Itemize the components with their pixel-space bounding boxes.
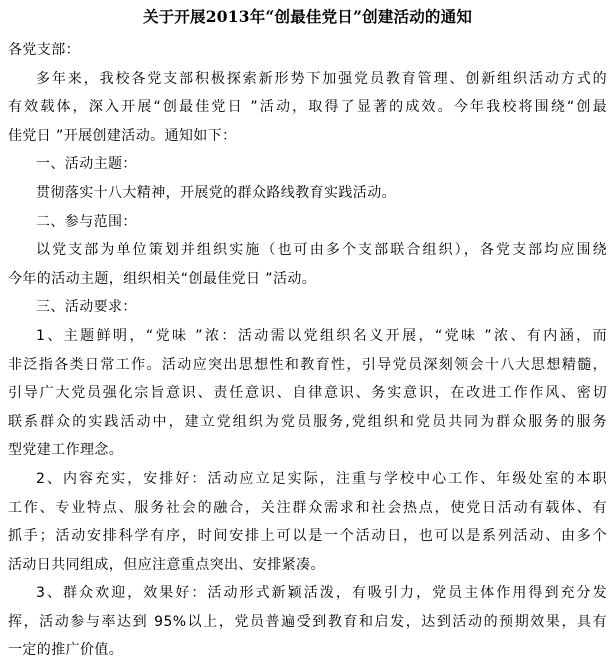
salutation: 各党支部： — [8, 42, 80, 58]
paragraph-line: 今年的活动主题，组织相关“创最佳党日 ”活动。 — [8, 270, 317, 287]
section-heading-scope: 二、参与范围： — [36, 213, 137, 230]
paragraph-line: 2、内容充实，安排好：活动应立足实际，注重与学校中心工作、年级处室的本职 — [36, 470, 607, 487]
paragraph-line: 1、主题鲜明，“党味 ”浓：活动需以党组织名义开展，“党味 ”浓、有内涵，而 — [36, 327, 607, 344]
paragraph-line: 工作、专业特点、服务社会的融合，关注群众需求和社会热点，使党日活动有载体、有 — [8, 499, 607, 516]
paragraph-line: 引导广大党员强化宗旨意识、责任意识、自律意识、务实意识，在改进工作作风、密切 — [8, 385, 607, 402]
paragraph-line: 联系群众的实践活动中，建立党组织为党员服务,党组织和党员共同为群众服务的服务 — [8, 413, 607, 430]
paragraph-line: 有效载体，深入开展“创最佳党日 ”活动，取得了显著的成效。今年我校将围绕“创最 — [8, 99, 607, 116]
paragraph-line: 活动日共同组成，但应注意重点突出、安排紧凑。 — [8, 556, 325, 573]
section-heading-requirements: 三、活动要求： — [36, 299, 137, 316]
paragraph-line: 以党支部为单位策划并组织实施（也可由多个支部联合组织），各党支部均应围绕 — [36, 242, 607, 259]
paragraph-line: 贯彻落实十八大精神，开展党的群众路线教育实践活动。 — [36, 184, 396, 201]
paragraph-line: 3、群众欢迎，效果好：活动形式新颖活泼，有吸引力，党员主体作用得到充分发 — [36, 585, 607, 602]
document-title: 关于开展2013年“创最佳党日”创建活动的通知 — [142, 7, 473, 26]
section-heading-theme: 一、活动主题： — [36, 156, 137, 173]
paragraph-line: 挥，活动参与率达到 95%以上，党员普遍受到教育和启发，达到活动的预期效果，具有 — [8, 613, 607, 630]
paragraph-line: 一定的推广价值。 — [8, 642, 124, 659]
paragraph-line: 抓手；活动安排科学有序，时间安排上可以是一个活动日，也可以是系列活动、由多个 — [8, 528, 607, 545]
paragraph-line: 多年来，我校各党支部积极探索新形势下加强党员教育管理、创新组织活动方式的 — [36, 70, 607, 87]
paragraph-line: 佳党日 ”开展创建活动。通知如下： — [8, 127, 237, 144]
paragraph-line: 非泛指各类日常工作。活动应突出思想性和教育性，引导党员深刻领会十八大思想精髓， — [8, 356, 607, 373]
paragraph-line: 型党建工作理念。 — [8, 442, 124, 459]
